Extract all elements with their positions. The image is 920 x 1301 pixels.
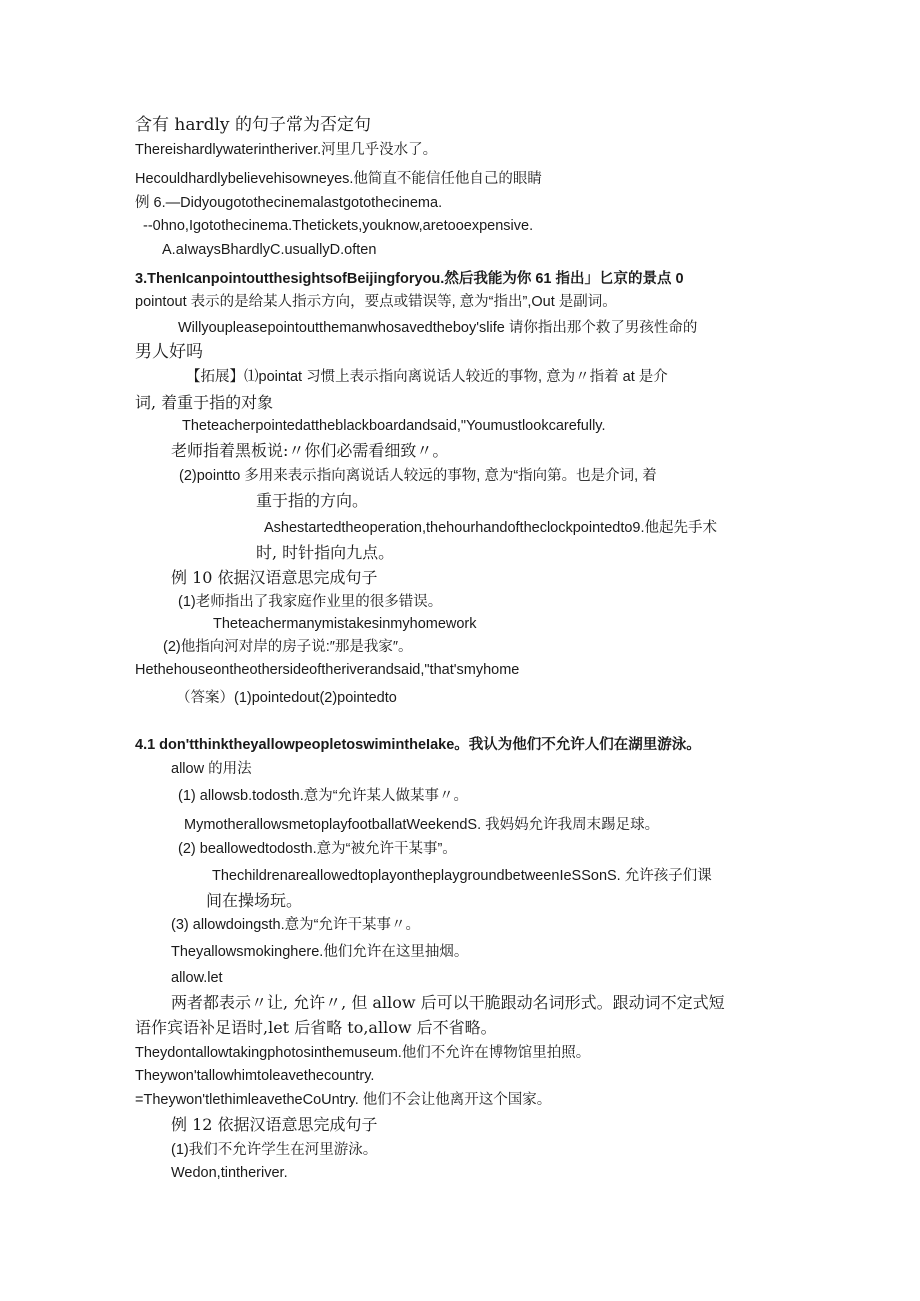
text-line: 例 12 依据汉语意思完成句子 [171,1115,378,1134]
text-line: 例 6.—Didyougotothecinemalastgotothecinema. [135,195,443,211]
answer-line: （答案）(1)pointedout(2)pointedto [176,690,397,706]
text-line: Thereishardlywaterintheriver.河里几乎没水了。 [135,142,438,158]
text-line: Hecouldhardlybelievehisowneyes.他简直不能信任他自己的眼睛 [135,171,542,187]
text-line: allow.let [171,970,223,986]
section-heading: 4.1 don'tthinktheyallowpeopletoswimintheIake。我认为他们不允许人们在湖里游泳。 [135,737,701,753]
text-line: 男人好吗 [135,342,203,362]
text-line: 间在操场玩。 [206,891,303,910]
text-line: 【拓展】⑴pointat 习惯上表示指向离说话人较近的事物, 意为〃指着 at 是介 [186,369,668,385]
text-line: (1)我们不允许学生在河里游泳。 [171,1142,378,1158]
text-line: (1) allowsb.todosth.意为“允许某人做某事〃。 [178,788,469,804]
text-line: 例 10 依据汉语意思完成句子 [171,568,378,587]
text-line: Theydontallowtakingphotosinthemuseum.他们不允许在博物馆里拍照。 [135,1045,591,1061]
text-line: (2) beallowedtodosth.意为“被允许干某事”。 [178,841,457,857]
text-line: Willyoupleasepointoutthemanwhosavedtheboy'slife 请你指出那个救了男孩性命的 [178,320,698,336]
text-line: (2)pointto 多用来表示指向离说话人较远的事物, 意为“指向第。也是介词, 着 [179,468,657,484]
text-line: Theteachermanymistakesinmyhomework [213,616,477,632]
text-line: --0hno,Igotothecinema.Thetickets,youknow,aretooexpensive. [143,218,534,234]
text-line: pointout 表示的是给某人指示方向，要点或错误等, 意为“指出”,Out 是副词。 [135,294,617,310]
text-line: A.aIwaysBhardlyC.usuallyD.often [162,242,377,258]
text-line: Theywon'tallowhimtoleavethecountry. [135,1068,375,1084]
text-line: Wedon,tintheriver. [171,1165,288,1181]
text-line: 时, 时针指向九点。 [256,543,395,562]
text-line: 重于指的方向。 [256,491,369,510]
text-line: (2)他指向河对岸的房子说:″那是我家″。 [163,639,413,655]
text-line: 老师指着黑板说:〃你们必需看细致〃。 [171,441,449,460]
text-line: (3) allowdoingsth.意为“允许干某事〃。 [171,917,420,933]
text-line: MymotherallowsmetoplayfootballatWeekendS. 我妈妈允许我周末踢足球。 [184,817,660,833]
text-line: Ashestartedtheoperation,thehourhandoftheclockpointedto9.他起先手术 [264,520,718,536]
text-line: Theyallowsmokinghere.他们允许在这里抽烟。 [171,944,469,960]
text-line: 语作宾语补足语时,let 后省略 to,allow 后不省略。 [135,1018,497,1037]
text-line: (1)老师指出了我家庭作业里的很多错误。 [178,594,443,610]
text-line: 两者都表示〃让, 允许〃, 但 allow 后可以干脆跟动名词形式。跟动词不定式短 [171,993,725,1012]
section-heading: 3.ThenIcanpointoutthesightsofBeijingforyou.然后我能为你 61 指出」匕京的景点 0 [135,271,684,287]
text-line: 含有 hardly 的句子常为否定句 [135,115,371,135]
text-line: =Theywon'tlethimleavetheCoUntry. 他们不会让他离开这个国家。 [135,1092,552,1108]
text-line: Hethehouseontheothersideoftheriverandsaid,"that'smyhome [135,662,520,678]
text-line: ThechildrenareallowedtoplayontheplaygroundbetweenIeSSonS. 允许孩子们课 [212,868,712,884]
text-line: 词, 着重于指的对象 [135,393,274,412]
text-line: allow 的用法 [171,761,252,777]
text-line: Theteacherpointedattheblackboardandsaid,"Youmustlookcarefully. [182,418,606,434]
